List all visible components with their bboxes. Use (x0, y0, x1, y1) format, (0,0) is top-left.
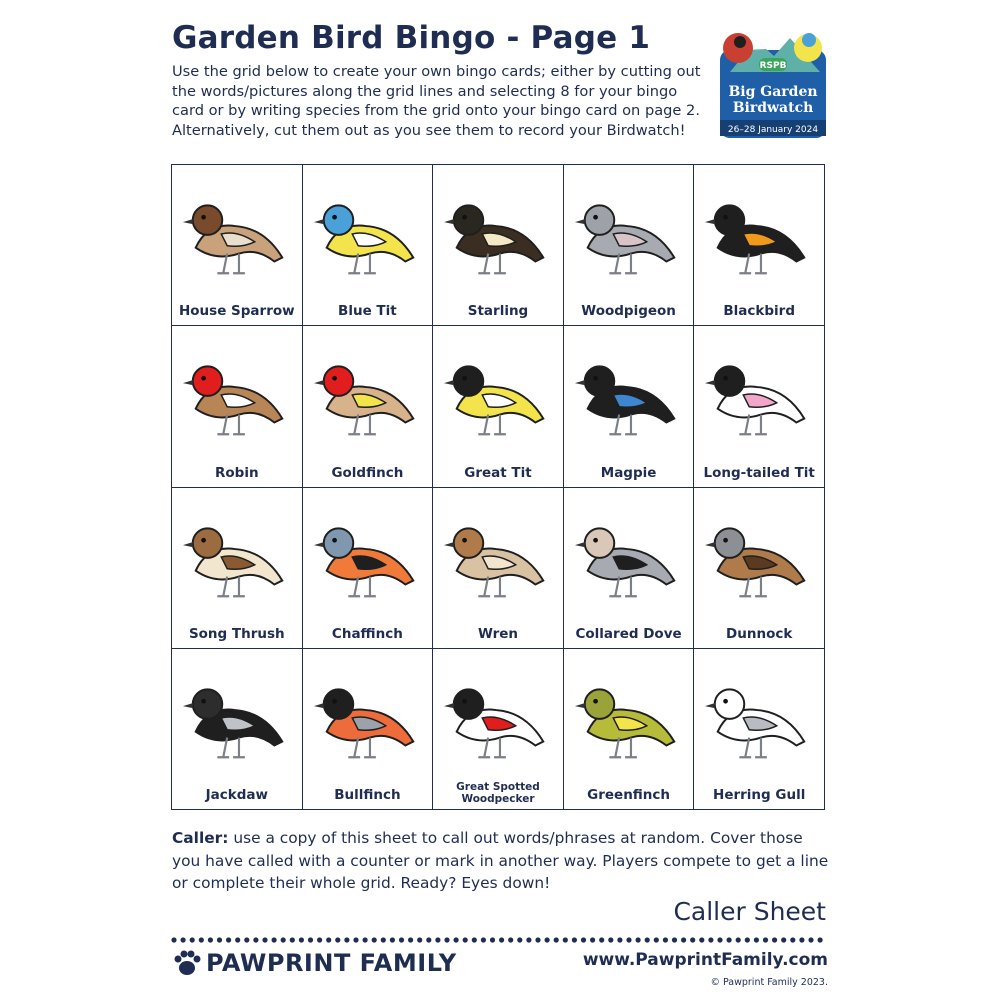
bird-head (193, 689, 223, 719)
bird-eye (201, 215, 206, 220)
bird-eye (201, 376, 206, 381)
bird-eye (332, 376, 337, 381)
divider-dot (454, 937, 459, 942)
divider-dot (344, 937, 349, 942)
bird-name: Greenfinch (587, 787, 671, 803)
divider-dot (408, 937, 413, 942)
divider-dot (171, 937, 176, 942)
divider-dot (199, 937, 204, 942)
divider-dot (617, 937, 622, 942)
divider-dot (708, 937, 713, 942)
bingo-cell[interactable] (433, 488, 564, 649)
website-link[interactable]: www.PawprintFamily.com (582, 950, 828, 970)
divider-dot (417, 937, 422, 942)
divider-dot (517, 937, 522, 942)
bingo-cell[interactable] (433, 165, 564, 326)
bingo-cell[interactable] (303, 488, 434, 649)
bird-head (193, 528, 223, 558)
bird-head (715, 205, 745, 235)
divider-dot (663, 937, 668, 942)
bird-name: Magpie (600, 464, 657, 481)
divider-dot (308, 937, 313, 942)
bingo-cell[interactable] (694, 488, 825, 649)
bird-head (585, 367, 615, 397)
blackbird-illustration (700, 171, 818, 289)
divider-dot (599, 937, 604, 942)
logo-dates: 26–28 January 2024 (727, 125, 819, 135)
brand-logo (172, 946, 457, 980)
caller-lead: Caller: (172, 829, 229, 847)
robin-illustration (178, 332, 296, 450)
bird-name: Song Thrush (188, 625, 285, 642)
divider-dot (381, 937, 386, 942)
divider-dot (472, 937, 477, 942)
divider-dot (244, 937, 249, 942)
bingo-cell[interactable] (433, 649, 564, 810)
divider-dot (626, 937, 631, 942)
bingo-cell[interactable] (172, 326, 303, 487)
herring-gull-illustration (700, 655, 818, 773)
brand-name: PAWPRINT FAMILY (206, 949, 457, 977)
blue-tit-illustration (309, 171, 427, 289)
bird-name: Robin (215, 464, 259, 481)
bird-name: Goldfinch (331, 464, 404, 481)
divider-dot (326, 937, 331, 942)
bird-beak (705, 380, 715, 385)
bird-beak (183, 219, 193, 224)
bird-beak (705, 219, 715, 224)
bird-beak (183, 703, 193, 708)
divider-dot (353, 937, 358, 942)
divider-dot (435, 937, 440, 942)
bingo-cell[interactable] (303, 326, 434, 487)
bird-beak (575, 703, 585, 708)
bird-name: Dunnock (726, 625, 793, 642)
divider-dot (499, 937, 504, 942)
bird-name: Chaffinch (331, 625, 403, 642)
bird-name: Woodpigeon (581, 303, 676, 320)
divider-dot (317, 937, 322, 942)
divider-dot (608, 937, 613, 942)
bird-beak (575, 380, 585, 385)
divider-dot (690, 937, 695, 942)
greenfinch-illustration (570, 655, 688, 773)
divider-dot (363, 937, 368, 942)
bird-beak (705, 542, 715, 547)
bird-name: Wren (477, 625, 519, 642)
divider-dot (299, 937, 304, 942)
divider-dot (699, 937, 704, 942)
bingo-cell[interactable] (694, 649, 825, 810)
divider-dot (563, 937, 568, 942)
bird-beak (314, 380, 324, 385)
bird-head (454, 528, 484, 558)
bird-name: Great Tit (464, 464, 532, 481)
bingo-cell[interactable] (172, 488, 303, 649)
house-sparrow-illustration (178, 171, 296, 289)
bird-name: Blue Tit (338, 303, 397, 320)
bird-head (193, 367, 223, 397)
bird-eye (462, 376, 467, 381)
bird-head (585, 205, 615, 235)
bingo-cell[interactable] (433, 326, 564, 487)
magpie-illustration (570, 332, 688, 450)
bird-eye (724, 537, 729, 542)
bird-eye (462, 215, 467, 220)
bird-name: Long-tailed Tit (703, 464, 815, 481)
divider-dot (335, 937, 340, 942)
divider-dot (481, 937, 486, 942)
bird-head (193, 205, 223, 235)
divider-dot (818, 937, 823, 942)
bird-head (454, 205, 484, 235)
sheet-label: Caller Sheet (673, 897, 826, 926)
divider-dot (763, 937, 768, 942)
divider-dot (444, 937, 449, 942)
wren-illustration (439, 494, 557, 612)
divider-dot (554, 937, 559, 942)
woodpigeon-illustration (570, 171, 688, 289)
bingo-cell[interactable] (564, 326, 695, 487)
divider-dot (262, 937, 267, 942)
bird-eye (462, 699, 467, 704)
bird-beak (314, 703, 324, 708)
divider-dot (808, 937, 813, 942)
divider-dot (390, 937, 395, 942)
bingo-cell[interactable] (694, 165, 825, 326)
divider-dot (572, 937, 577, 942)
bird-head (454, 689, 484, 719)
bingo-cell[interactable] (694, 326, 825, 487)
divider-dot (490, 937, 495, 942)
chaffinch-illustration (309, 494, 427, 612)
divider-dot (372, 937, 377, 942)
bird-name: Herring Gull (713, 787, 806, 803)
dotted-divider (171, 936, 827, 944)
great-spotted-woodpecker-illustration (439, 655, 557, 773)
divider-dot (745, 937, 750, 942)
bird-head (454, 367, 484, 397)
song-thrush-illustration (178, 494, 296, 612)
divider-dot (253, 937, 258, 942)
bird-name: Collared Dove (575, 625, 682, 642)
divider-dot (181, 937, 186, 942)
bird-head (585, 689, 615, 719)
divider-dot (463, 937, 468, 942)
bird-name: Jackdaw (205, 787, 268, 803)
divider-dot (736, 937, 741, 942)
bird-head (323, 689, 353, 719)
bird-head (323, 528, 353, 558)
bird-eye (593, 699, 598, 704)
bingo-cell[interactable] (172, 649, 303, 810)
copyright: © Pawprint Family 2023. (710, 977, 828, 988)
bird-beak (183, 380, 193, 385)
divider-dot (590, 937, 595, 942)
divider-dot (535, 937, 540, 942)
bingo-cell[interactable] (564, 649, 695, 810)
goldfinch-illustration (309, 332, 427, 450)
bingo-cell[interactable] (172, 165, 303, 326)
bird-beak (444, 219, 454, 224)
divider-dot (636, 937, 641, 942)
divider-dot (545, 937, 550, 942)
divider-dot (790, 937, 795, 942)
bingo-cell[interactable] (564, 488, 695, 649)
divider-dot (399, 937, 404, 942)
bird-head (323, 205, 353, 235)
divider-dot (190, 937, 195, 942)
bird-beak (575, 219, 585, 224)
divider-dot (772, 937, 777, 942)
collared-dove-illustration (570, 494, 688, 612)
bullfinch-illustration (309, 655, 427, 773)
bird-beak (444, 542, 454, 547)
bird-beak (444, 703, 454, 708)
bird-beak (314, 542, 324, 547)
bird-beak (314, 219, 324, 224)
great-tit-illustration (439, 332, 557, 450)
caller-instructions (172, 827, 832, 895)
bird-eye (462, 537, 467, 542)
bird-eye (332, 537, 337, 542)
divider-dot (426, 937, 431, 942)
divider-dot (581, 937, 586, 942)
rspb-logo (716, 20, 830, 142)
divider-dot (217, 937, 222, 942)
bird-beak (705, 703, 715, 708)
dunnock-illustration (700, 494, 818, 612)
divider-dot (235, 937, 240, 942)
divider-dot (281, 937, 286, 942)
page-title: Garden Bird Bingo - Page 1 (172, 20, 651, 56)
logo-org: RSPB (759, 61, 787, 71)
bird-eye (724, 699, 729, 704)
bingo-cell[interactable] (303, 165, 434, 326)
starling-illustration (439, 171, 557, 289)
divider-dot (526, 937, 531, 942)
divider-dot (645, 937, 650, 942)
divider-dot (272, 937, 277, 942)
divider-dot (681, 937, 686, 942)
divider-dot (781, 937, 786, 942)
divider-dot (754, 937, 759, 942)
bingo-cell[interactable] (303, 649, 434, 810)
divider-dot (799, 937, 804, 942)
bird-name: Bullfinch (334, 787, 401, 803)
bingo-cell[interactable] (564, 165, 695, 326)
logo-line2: Birdwatch (732, 100, 814, 116)
intro-text: Use the grid below to create your own bingo cards; either by cutting out the words/pictures along the grid lines and selecting 8 for your bingo card or by writing species from the grid onto your bingo card on page 2. Alternatively, cut them out as you see them to record your Birdwatch! (172, 63, 701, 139)
bird-name: Starling (467, 303, 529, 320)
bird-head (715, 528, 745, 558)
divider-dot (727, 937, 732, 942)
bird-beak (183, 542, 193, 547)
divider-dot (290, 937, 295, 942)
bird-eye (593, 215, 598, 220)
jackdaw-illustration (178, 655, 296, 773)
divider-dot (508, 937, 513, 942)
long-tailed-tit-illustration (700, 332, 818, 450)
bird-eye (201, 537, 206, 542)
bird-eye (593, 376, 598, 381)
divider-dot (672, 937, 677, 942)
bird-name: Great Spotted Woodpecker (456, 781, 540, 805)
bird-eye (593, 537, 598, 542)
bingo-grid (171, 164, 825, 810)
bird-beak (444, 380, 454, 385)
bird-eye (332, 215, 337, 220)
bird-eye (724, 215, 729, 220)
divider-dot (717, 937, 722, 942)
bird-eye (332, 699, 337, 704)
bird-head (715, 689, 745, 719)
bird-eye (724, 376, 729, 381)
divider-dot (208, 937, 213, 942)
bird-beak (575, 542, 585, 547)
paw-icon (172, 948, 202, 978)
bird-eye (201, 699, 206, 704)
caller-text: use a copy of this sheet to call out words/phrases at random. Cover those you have called with a counter or mark in another way. Players compete to get a line or complete their whole grid. Ready? Eyes down! (172, 829, 829, 892)
logo-line1: Big Garden (728, 84, 818, 100)
bird-head (585, 528, 615, 558)
bird-name: House Sparrow (178, 303, 295, 320)
bird-name: Blackbird (723, 303, 795, 320)
bird-head (715, 367, 745, 397)
divider-dot (226, 937, 231, 942)
bird-head (323, 367, 353, 397)
divider-dot (654, 937, 659, 942)
